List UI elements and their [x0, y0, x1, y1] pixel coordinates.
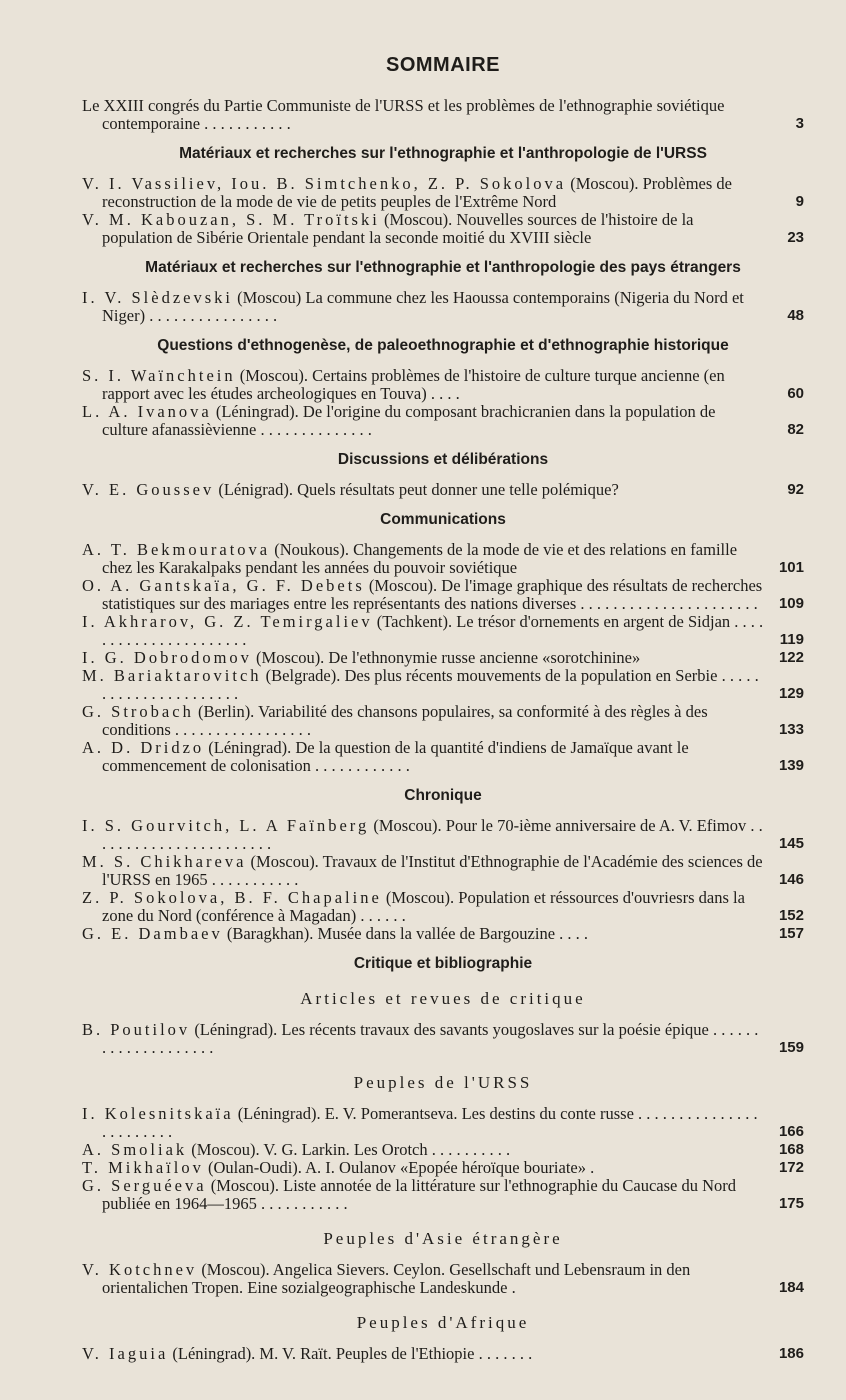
- toc-entry: [82, 175, 804, 211]
- entry-title: (Moscou). De l'ethnonymie russe ancienne «sorotchinine»: [251, 648, 641, 667]
- page-number: 168: [778, 1141, 804, 1158]
- page-number: 119: [779, 631, 804, 648]
- page-number: 152: [778, 907, 804, 924]
- page-number: 129: [778, 685, 804, 702]
- entry-text: [82, 889, 764, 925]
- section-heading: Critique et bibliographie: [353, 955, 533, 972]
- entry-text: [82, 925, 764, 943]
- entry-title: (Moscou). V. G. Larkin. Les Orotch . . . . . . . . . .: [187, 1140, 511, 1159]
- subsection-heading: Peuples d'Asie étrangère: [323, 1229, 563, 1248]
- entry-title: (Léningrad). De la question de la quantité d'indiens de Jamaïque avant le commencement de colonisation . . . . . . . . . . . .: [102, 738, 689, 775]
- entry-author: Z. P. Sokolova, B. F. Chapaline: [82, 888, 382, 907]
- entry-author: V. I. Vassiliev, Iou. B. Simtchenko, Z. P. Sokolova: [82, 174, 567, 193]
- toc-entry: [82, 481, 804, 499]
- entry-title: (Léningrad). De l'origine du composant brachicranien dans la population de culture afanassièvienne . . . . . . . . . . . . . .: [102, 402, 716, 439]
- entry-text: [82, 541, 764, 577]
- entry-author: O. A. Gantskaïa, G. F. Debets: [82, 576, 365, 595]
- entry-text: [82, 403, 764, 439]
- entry-text: [82, 481, 764, 499]
- toc-entry: [82, 817, 804, 853]
- entry-author: V. E. Goussev: [82, 480, 215, 499]
- entry-title: (Noukous). Changements de la mode de vie et des relations en famille chez les Karakalpaks pendant les années du pouvoir soviétique: [102, 540, 738, 577]
- entry-title: (Léningrad). Les récents travaux des savants yougoslaves sur la poésie épique . . . . . . . . . . . . . . . . . . . .: [102, 1020, 759, 1057]
- toc-entry: [82, 1177, 804, 1213]
- entry-author: V. M. Kabouzan, S. M. Troïtski: [82, 210, 380, 229]
- page-number: 101: [778, 559, 804, 576]
- entry-author: I. Akhrarov, G. Z. Temirgaliev: [82, 612, 373, 631]
- entry-author: V. Kotchnev: [82, 1260, 198, 1279]
- entry-text: [82, 211, 764, 247]
- entry-text: Le XXIII congrés du Partie Communiste de l'URSS et les problèmes de l'ethnographie soviétique contemporaine . . . . . . . . . . .: [82, 96, 725, 133]
- toc-entry: [82, 667, 804, 703]
- page-number: 175: [778, 1195, 804, 1212]
- page-number: 60: [787, 385, 804, 402]
- entry-text: [82, 1105, 764, 1141]
- entry-title: (Moscou). Travaux de l'Institut d'Ethnographie de l'Académie des sciences de l'URSS en 1965 . . . . . . . . . . .: [102, 852, 763, 889]
- toc-entry: [82, 403, 804, 439]
- entry-text: [82, 853, 764, 889]
- entry-author: I. V. Slèdzevski: [82, 288, 233, 307]
- entry-author: A. T. Bekmouratova: [82, 540, 271, 559]
- page-number: 92: [787, 481, 804, 498]
- section-heading: Discussions et délibérations: [337, 451, 549, 468]
- toc-entry: [82, 889, 804, 925]
- section-heading: Communications: [380, 511, 506, 528]
- entry-title: (Belgrade). Des plus récents mouvements de la population en Serbie . . . . . . . . . . . . . . . . . . . . . .: [102, 666, 759, 703]
- entry-title: (Baragkhan). Musée dans la vallée de Bargouzine . . . .: [222, 924, 589, 943]
- page-number: 23: [787, 229, 804, 246]
- entry-author: I. S. Gourvitch, L. A Faïnberg: [82, 816, 370, 835]
- section-heading: Chronique: [404, 787, 482, 804]
- page-number: 184: [778, 1279, 804, 1296]
- page-number: 3: [795, 115, 804, 132]
- intro-entry: [82, 97, 804, 133]
- page-number: 146: [778, 871, 804, 888]
- entry-author: G. Serguéeva: [82, 1176, 207, 1195]
- entry-text: [82, 739, 764, 775]
- entry-author: G. E. Dambaev: [82, 924, 223, 943]
- entry-title: (Lénigrad). Quels résultats peut donner une telle polémique?: [214, 480, 619, 499]
- page-number: 159: [778, 1039, 804, 1056]
- entry-author: M. S. Chikhareva: [82, 852, 247, 871]
- entry-title: (Moscou). De l'image graphique des résultats de recherches statistiques sur des mariages entre les représentants des nations diverses . . . . . . . . . . . . . . . . . . . . . .: [102, 576, 763, 613]
- entry-text: [82, 1159, 764, 1177]
- entry-author: I. G. Dobrodomov: [82, 648, 252, 667]
- entry-author: T. Mikhaïlov: [82, 1158, 204, 1177]
- page-number: 122: [778, 649, 804, 666]
- entry-text: [82, 1141, 764, 1159]
- entry-title: (Léningrad). M. V. Raït. Peuples de l'Ethiopie . . . . . . .: [168, 1344, 533, 1363]
- entry-title: (Léningrad). E. V. Pomerantseva. Les destins du conte russe . . . . . . . . . . . . . . . . . . . . . . . .: [102, 1104, 758, 1141]
- entry-title: (Moscou). Population et réssources d'ouvriesrs dans la zone du Nord (conférence à Magadan) . . . . . .: [102, 888, 745, 925]
- entry-text: [82, 577, 764, 613]
- toc-entry: [82, 577, 804, 613]
- entry-author: V. Iaguia: [82, 1344, 169, 1363]
- entry-title: (Tachkent). Le trésor d'ornements en argent de Sidjan . . . . . . . . . . . . . . . . . . . . . .: [102, 612, 764, 649]
- page-title: SOMMAIRE: [386, 54, 500, 76]
- entry-title: (Oulan-Oudi). A. I. Oulanov «Epopée héroïque bouriate» .: [203, 1158, 595, 1177]
- entry-text: [82, 703, 764, 739]
- toc-entry: [82, 1159, 804, 1177]
- entry-text: [82, 1177, 764, 1213]
- page-number: 109: [778, 595, 804, 612]
- sections: [82, 145, 804, 943]
- section-heading: Matériaux et recherches sur l'ethnographie et l'anthropologie des pays étrangers: [145, 259, 741, 276]
- entry-text: [82, 1345, 764, 1363]
- critique-section: [82, 955, 804, 1363]
- page-number: 172: [778, 1159, 804, 1176]
- page-number: 186: [778, 1345, 804, 1362]
- toc-entry: [82, 613, 804, 649]
- toc-entry: [82, 703, 804, 739]
- entry-title: (Moscou) La commune chez les Haoussa contemporains (Nigeria du Nord et Niger) . . . . . . . . . . . . . . . .: [102, 288, 744, 325]
- entry-title: (Moscou). Liste annotée de la littérature sur l'ethnographie du Caucase du Nord publiée en 1964—1965 . . . . . . . . . . .: [102, 1176, 737, 1213]
- entry-author: A. Smoliak: [82, 1140, 188, 1159]
- page-number: 166: [778, 1123, 804, 1140]
- page-number: 48: [787, 307, 804, 324]
- entry-text: [82, 613, 764, 649]
- entry-title: (Berlin). Variabilité des chansons populaires, sa conformité à des règles à des conditions . . . . . . . . . . . . . . . . .: [102, 702, 708, 739]
- page-number: 133: [778, 721, 804, 738]
- entry-title: (Moscou). Problèmes de reconstruction de la mode de vie de petits peuples de l'Extrême Nord: [102, 174, 732, 211]
- toc-entry: [82, 1261, 804, 1297]
- entry-text: [82, 175, 764, 211]
- entry-text: [82, 817, 764, 853]
- toc-entry: [82, 1105, 804, 1141]
- entry-text: [82, 289, 764, 325]
- entry-author: S. I. Waïnchtein: [82, 366, 236, 385]
- entry-author: I. Kolesnitskaïa: [82, 1104, 234, 1123]
- entry-title: (Moscou). Certains problèmes de l'histoire de culture turque ancienne (en rapport avec les études archeologiques en Touva) . . . .: [102, 366, 725, 403]
- page-number: 145: [778, 835, 804, 852]
- toc-entry: [82, 541, 804, 577]
- toc-entry: [82, 211, 804, 247]
- entry-text: [82, 649, 764, 667]
- entry-author: B. Poutilov: [82, 1020, 191, 1039]
- entry-text: [82, 1021, 764, 1057]
- toc-entry: [82, 1345, 804, 1363]
- toc-entry: [82, 367, 804, 403]
- page-number: 9: [795, 193, 804, 210]
- toc-entry: [82, 289, 804, 325]
- toc-entry: [82, 649, 804, 667]
- section-heading: Questions d'ethnogenèse, de paleoethnographie et d'ethnographie historique: [157, 337, 729, 354]
- toc-entry: [82, 739, 804, 775]
- page-number: 139: [778, 757, 804, 774]
- subsection-heading: Articles et revues de critique: [300, 989, 586, 1008]
- entry-title: (Moscou). Nouvelles sources de l'histoire de la population de Sibérie Orientale pendant la seconde moitié du XVIII siècle: [102, 210, 694, 247]
- toc-entry: [82, 925, 804, 943]
- entry-author: L. A. Ivanova: [82, 402, 212, 421]
- entry-text: [82, 367, 764, 403]
- page-number: 157: [778, 925, 804, 942]
- entry-author: A. D. Dridzo: [82, 738, 205, 757]
- entry-title: (Moscou). Pour le 70-ième anniversaire de A. V. Efimov . . . . . . . . . . . . . . . . . . . . . . .: [102, 816, 763, 853]
- page-number: 82: [787, 421, 804, 438]
- section-heading: Matériaux et recherches sur l'ethnographie et l'anthropologie de l'URSS: [179, 145, 707, 162]
- toc-entry: [82, 853, 804, 889]
- subsection-heading: Peuples d'Afrique: [356, 1313, 530, 1332]
- entry-author: G. Strobach: [82, 702, 194, 721]
- toc-entry: [82, 1021, 804, 1057]
- subsection-heading: Peuples de l'URSS: [353, 1073, 533, 1092]
- entry-text: [82, 1261, 764, 1297]
- entry-author: M. Bariaktarovitch: [82, 666, 262, 685]
- toc-entry: [82, 1141, 804, 1159]
- entry-text: [82, 667, 764, 703]
- entry-title: (Moscou). Angelica Sievers. Ceylon. Gesellschaft und Lebensraum in den orientalichen Tropen. Eine sozialgeographische Landeskunde .: [102, 1260, 691, 1297]
